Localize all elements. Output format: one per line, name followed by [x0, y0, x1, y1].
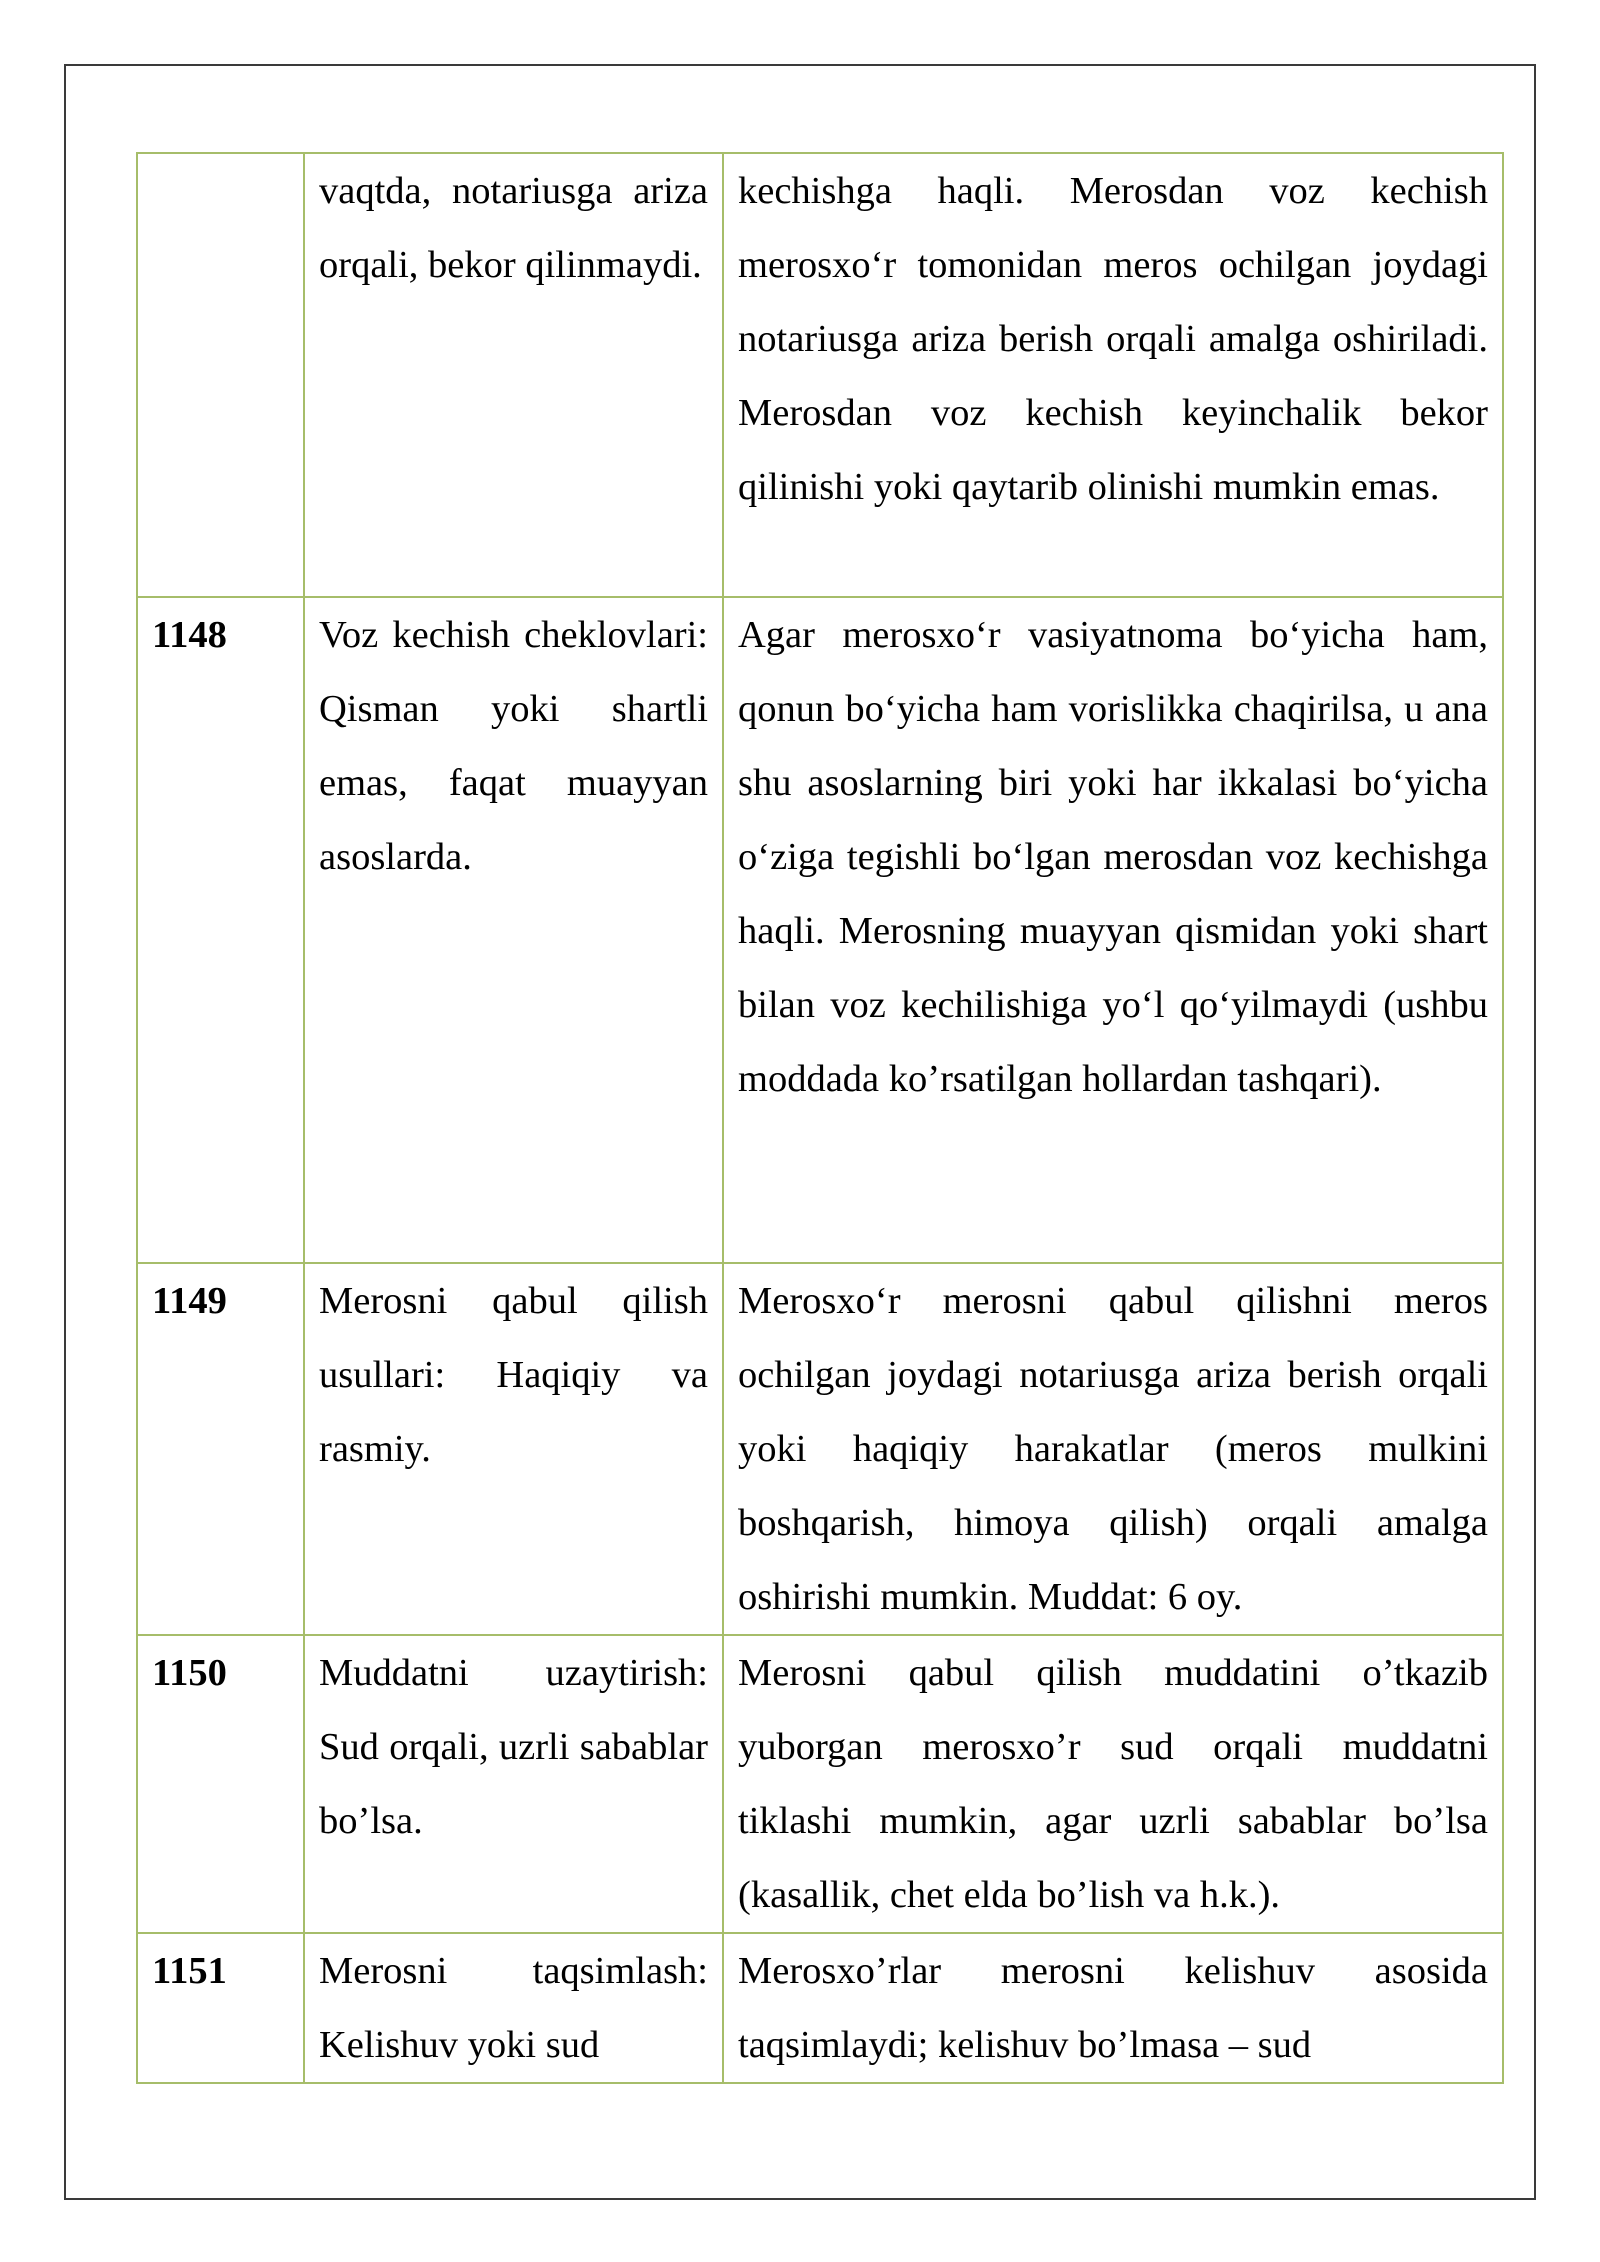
- article-number: 1150: [137, 1635, 304, 1933]
- article-title: Merosni qabul qilish usullari: Haqiqiy va rasmiy.: [304, 1263, 723, 1635]
- table-row: [137, 597, 1503, 1263]
- table-row: [137, 1263, 1503, 1635]
- law-articles-table: [136, 152, 1504, 2084]
- article-title: Voz kechish cheklovlari: Qisman yoki shartli emas, faqat muayyan asoslarda.: [304, 597, 723, 1263]
- article-number: 1149: [137, 1263, 304, 1635]
- article-description: kechishga haqli. Merosdan voz kechish merosxo‘r tomonidan meros ochilgan joydagi notariusga ariza berish orqali amalga oshiriladi. Merosdan voz kechish keyinchalik bekor qilinishi yoki qaytarib olinishi mumkin emas.: [723, 153, 1503, 597]
- table-row: [137, 153, 1503, 597]
- article-description: Merosxo‘r merosni qabul qilishni meros ochilgan joydagi notariusga ariza berish orqali yoki haqiqiy harakatlar (meros mulkini boshqarish, himoya qilish) orqali amalga oshirishi mumkin. Muddat: 6 oy.: [723, 1263, 1503, 1635]
- table-row: [137, 1933, 1503, 2083]
- article-number: [137, 153, 304, 597]
- article-number: 1151: [137, 1933, 304, 2083]
- table-row: [137, 1635, 1503, 1933]
- article-title: Merosni taqsimlash: Kelishuv yoki sud: [304, 1933, 723, 2083]
- article-description: Merosni qabul qilish muddatini o’tkazib yuborgan merosxo’r sud orqali muddatni tiklashi mumkin, agar uzrli sabablar bo’lsa (kasallik, chet elda bo’lish va h.k.).: [723, 1635, 1503, 1933]
- article-description: Agar merosxo‘r vasiyatnoma bo‘yicha ham, qonun bo‘yicha ham vorislikka chaqirilsa, u ana shu asoslarning biri yoki har ikkalasi bo‘yicha o‘ziga tegishli bo‘lgan merosdan voz kechishga haqli. Merosning muayyan qismidan yoki shart bilan voz kechilishiga yo‘l qo‘yilmaydi (ushbu moddada ko’rsatilgan hollardan tashqari).: [723, 597, 1503, 1263]
- article-title: vaqtda, notariusga ariza orqali, bekor qilinmaydi.: [304, 153, 723, 597]
- article-number: 1148: [137, 597, 304, 1263]
- article-description: Merosxo’rlar merosni kelishuv asosida taqsimlaydi; kelishuv bo’lmasa – sud: [723, 1933, 1503, 2083]
- article-title: Muddatni uzaytirish: Sud orqali, uzrli sabablar bo’lsa.: [304, 1635, 723, 1933]
